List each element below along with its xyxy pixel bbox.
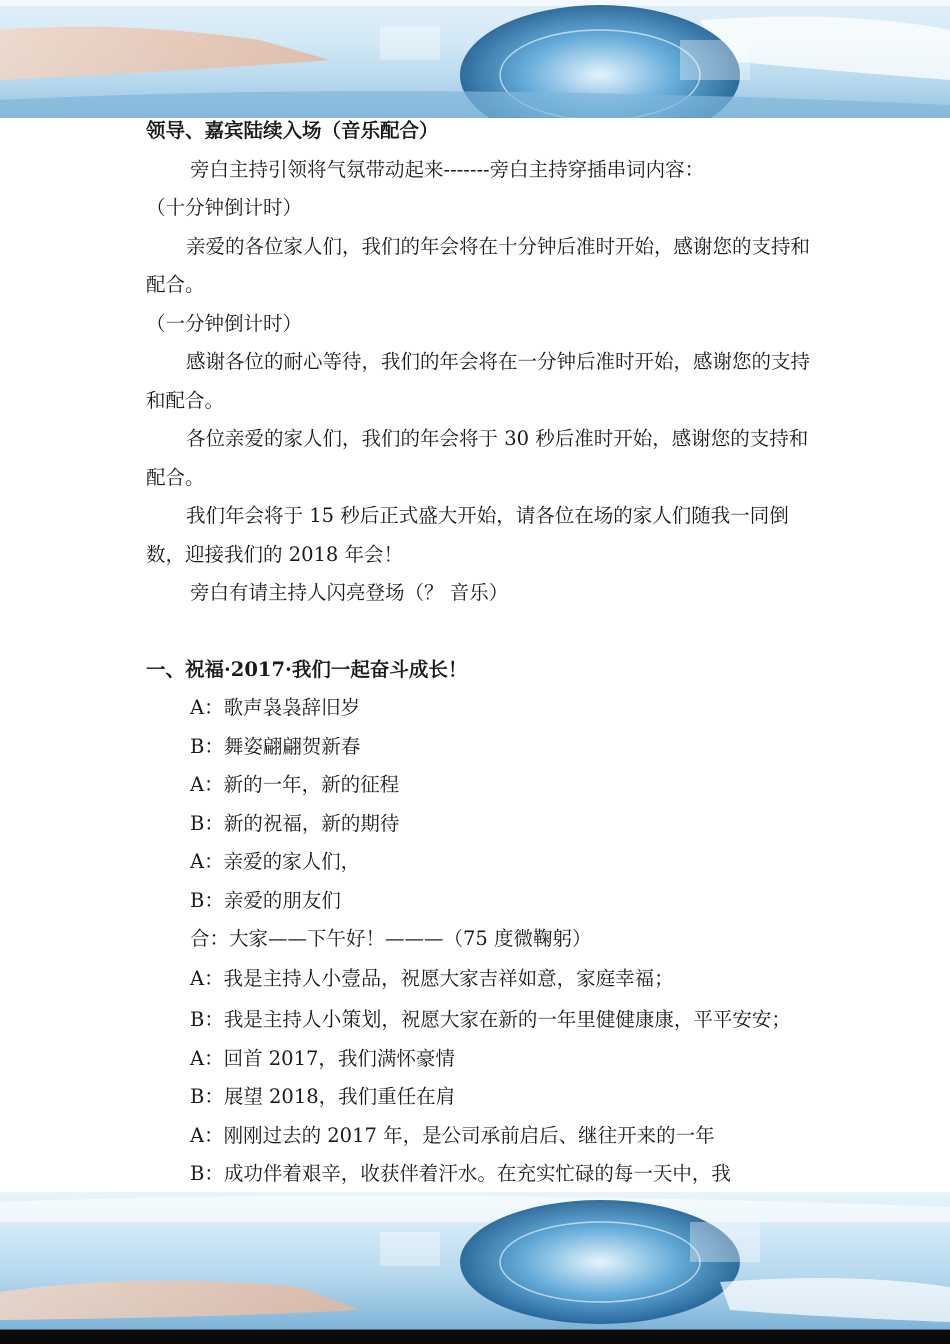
dialogue-line: B：成功伴着艰辛，收获伴着汗水。在充实忙碌的每一天中，我: [190, 1162, 731, 1185]
host-entrance-cue: 旁白有请主持人闪亮登场（？ 音乐）: [190, 581, 509, 604]
one-minute-cue: （一分钟倒计时）: [146, 311, 303, 335]
host-b-suffix: ，祝愿大家在新的一年里健健康康，平平安安；: [381, 1008, 791, 1031]
header-banner: [0, 0, 950, 118]
dialogue-line: B：舞姿翩翩贺新春: [190, 734, 361, 758]
host-a-name: 小壹品: [321, 965, 382, 990]
host-a-suffix: ，祝愿大家吉祥如意，家庭幸福；: [381, 966, 674, 990]
dialogue-line: A：新的一年，新的征程: [190, 773, 400, 796]
dialogue-line: A：回首 2017，我们满怀豪情: [190, 1046, 455, 1070]
dialogue-line: A：刚刚过去的 2017 年，是公司承前启后、继往开来的一年: [190, 1123, 715, 1147]
ten-minute-cue: （十分钟倒计时）: [146, 196, 303, 219]
dialogue-line: B：亲爱的朋友们: [190, 888, 341, 912]
host-b-name: 小策划: [321, 1007, 382, 1031]
paragraph-spacer: [146, 613, 810, 651]
host-b-prefix: B：我是主持人: [190, 1008, 322, 1031]
narrator-instruction: 旁白主持引领将气氛带动起来-------旁白主持穿插串词内容：: [190, 157, 705, 181]
bottom-black-bar: [0, 1330, 950, 1344]
opening-heading: 领导、嘉宾陆续入场（音乐配合）: [146, 119, 439, 142]
host-a-intro: [146, 959, 810, 999]
thirty-second-announcement: 各位亲爱的家人们，我们的年会将于 30 秒后准时开始，感谢您的支持和配合。: [146, 427, 809, 489]
dialogue-line: B：展望 2018，我们重任在肩: [190, 1085, 456, 1108]
host-a-prefix: A：我是主持人: [190, 966, 322, 990]
document-body: [146, 112, 810, 1194]
dialogue-line: B：新的祝福，新的期待: [190, 811, 400, 835]
fifteen-second-announcement: 我们年会将于 15 秒后正式盛大开始，请各位在场的家人们随我一同倒数，迎接我们的 2018 年会！: [146, 504, 789, 566]
dialogue-line: A：亲爱的家人们，: [190, 850, 361, 873]
section-1-title: 一、祝福·2017·我们一起奋斗成长！: [146, 657, 468, 681]
ten-minute-announcement: 亲爱的各位家人们，我们的年会将在十分钟后准时开始，感谢您的支持和配合。: [146, 234, 811, 296]
dialogue-line: 合：大家——下午好！———（75 度微鞠躬）: [190, 927, 592, 950]
dialogue-line: A：歌声袅袅辞旧岁: [190, 696, 361, 719]
one-minute-announcement: 感谢各位的耐心等待，我们的年会将在一分钟后准时开始，感谢您的支持和配合。: [146, 350, 811, 412]
footer-banner: [0, 1192, 950, 1344]
header-banner-graphic: [0, 0, 950, 118]
host-b-intro: [146, 1000, 810, 1040]
footer-banner-graphic: [0, 1192, 950, 1344]
